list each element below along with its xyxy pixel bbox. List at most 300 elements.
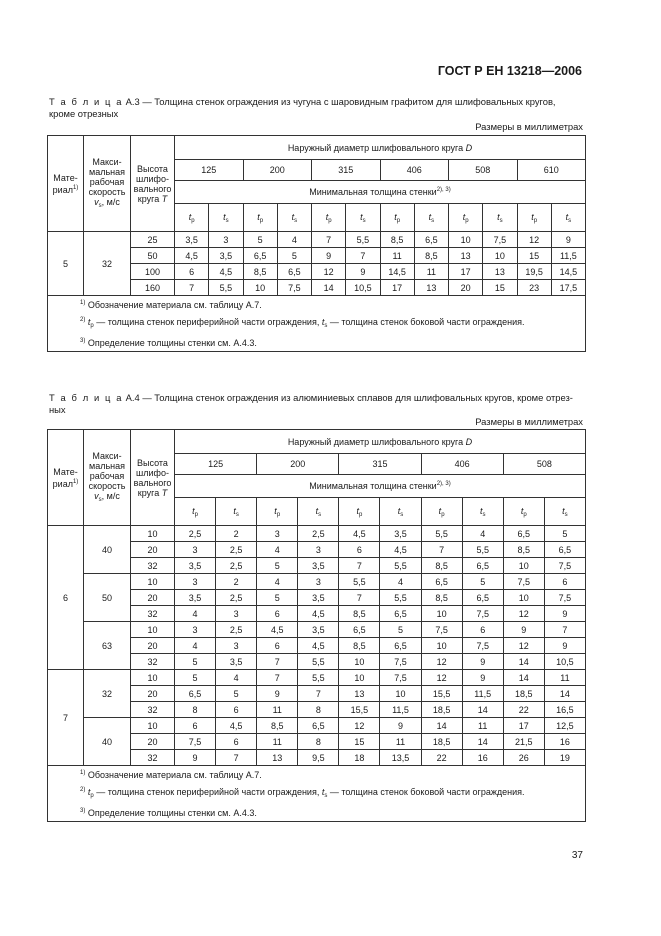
diameter-header: 508 [503, 454, 585, 475]
ts-header [414, 204, 448, 232]
value-cell: 18,5 [421, 734, 462, 750]
table-a3-units: Размеры в миллиметрах [475, 121, 583, 132]
note-2: $^{2)}$ $t_p$ — толщина стенок периферийной части ограждения, $t_s$ — толщина стенок боковой части ограждения. [80, 317, 525, 329]
page-number: 37 [571, 850, 583, 861]
value-cell: 17 [503, 718, 544, 734]
tp-header [380, 204, 414, 232]
symbol-t: t [397, 505, 401, 516]
value-cell: 19 [544, 750, 585, 766]
value-cell: 15 [517, 248, 551, 264]
value-cell: 6,5 [414, 232, 448, 248]
symbol-t: t [438, 505, 442, 516]
value-cell: 8,5 [380, 232, 414, 248]
value-cell: 9 [380, 718, 421, 734]
speed-cell: 40 [84, 718, 131, 766]
value-cell: 8,5 [414, 248, 448, 264]
height-cell: 25 [131, 232, 175, 248]
symbol-subscript: s [564, 511, 568, 518]
symbol-subscript: p [276, 511, 281, 518]
value-cell: 2,5 [298, 526, 339, 542]
value-cell: 6,5 [243, 248, 277, 264]
table-a3-notes [48, 296, 586, 352]
value-cell: 8,5 [503, 542, 544, 558]
value-cell: 6,5 [462, 590, 503, 606]
value-cell: 9 [175, 750, 216, 766]
ts-header [216, 498, 257, 526]
value-cell: 10 [503, 558, 544, 574]
value-cell: 5,5 [462, 542, 503, 558]
tp-header [339, 498, 380, 526]
value-cell: 7,5 [380, 670, 421, 686]
ts-header [462, 498, 503, 526]
value-cell: 6,5 [544, 542, 585, 558]
value-cell: 13 [257, 750, 298, 766]
value-cell: 5 [257, 590, 298, 606]
value-cell: 7 [421, 542, 462, 558]
table-a4-units: Размеры в миллиметрах [475, 416, 583, 427]
material-cell: 7 [48, 670, 84, 766]
table-a4-caption [49, 392, 584, 416]
value-cell: 23 [517, 280, 551, 296]
value-cell: 7 [346, 248, 380, 264]
ts-header [551, 204, 585, 232]
value-cell: 7 [257, 654, 298, 670]
value-cell: 15 [483, 280, 517, 296]
table-label: Т а б л и ц а [49, 392, 124, 403]
symbol-subscript: s [482, 511, 486, 518]
value-cell: 2 [216, 526, 257, 542]
value-cell: 14 [421, 718, 462, 734]
value-cell: 9 [503, 622, 544, 638]
diameter-header: 406 [421, 454, 503, 475]
value-cell: 7,5 [483, 232, 517, 248]
height-cell: 32 [131, 654, 175, 670]
value-cell: 9 [462, 654, 503, 670]
material-cell: 6 [48, 526, 84, 670]
tp-header [449, 204, 483, 232]
table-title: — Толщина стенок ограждения из чугуна с шаровидным графитом для шлифовальных кругов, кроме отрезных [49, 96, 556, 119]
document-header: ГОСТ Р ЕН 13218—2006 [437, 64, 582, 78]
value-cell: 8,5 [243, 264, 277, 280]
note-1: $^{1)}$ Обозначение материала см. таблицу А.7. [80, 300, 262, 310]
value-cell: 6 [175, 264, 209, 280]
value-cell: 3,5 [175, 590, 216, 606]
symbol-subscript: p [259, 217, 264, 224]
value-cell: 2,5 [216, 542, 257, 558]
value-cell: 11 [257, 702, 298, 718]
symbol-subscript: s [225, 217, 229, 224]
value-cell: 17 [380, 280, 414, 296]
symbol-subscript: s [318, 511, 322, 518]
ts-header [483, 204, 517, 232]
value-cell: 6 [462, 622, 503, 638]
value-cell: 5 [257, 558, 298, 574]
symbol-t: t [315, 505, 319, 516]
value-cell: 16 [462, 750, 503, 766]
value-cell: 18 [339, 750, 380, 766]
value-cell: 7 [339, 558, 380, 574]
value-cell: 9 [346, 264, 380, 280]
symbol-subscript: p [191, 217, 195, 224]
value-cell: 12 [421, 654, 462, 670]
value-cell: 12 [503, 606, 544, 622]
symbol-t: t [565, 211, 569, 222]
value-cell: 7,5 [380, 654, 421, 670]
value-cell: 4,5 [216, 718, 257, 734]
note-3: $^{3)}$ Определение толщины стенки см. А.4.3. [80, 808, 257, 818]
tp-header [175, 498, 216, 526]
diameter-header: 610 [517, 160, 586, 181]
ts-header [544, 498, 585, 526]
value-cell: 6,5 [503, 526, 544, 542]
symbol-subscript: p [533, 217, 538, 224]
symbol-t: t [428, 211, 432, 222]
symbol-t: t [257, 211, 260, 222]
value-cell: 14,5 [380, 264, 414, 280]
col-material-header: Мате-риал$^{1)}$ [48, 430, 84, 526]
value-cell: 3 [175, 574, 216, 590]
value-cell: 3 [216, 606, 257, 622]
symbol-t: t [291, 211, 295, 222]
symbol-t: t [223, 211, 226, 222]
value-cell: 5 [544, 526, 585, 542]
value-cell: 7 [175, 280, 209, 296]
diameter-header: 315 [312, 160, 381, 181]
table-row [48, 232, 586, 248]
value-cell: 8 [298, 734, 339, 750]
diameter-header: 200 [243, 160, 312, 181]
value-cell: 7,5 [175, 734, 216, 750]
height-cell: 10 [131, 526, 175, 542]
value-cell: 8 [175, 702, 216, 718]
value-cell: 7 [312, 232, 346, 248]
diameter-header: 315 [339, 454, 421, 475]
tp-header [503, 498, 544, 526]
value-cell: 4 [175, 606, 216, 622]
value-cell: 7,5 [462, 606, 503, 622]
value-cell: 10 [339, 670, 380, 686]
value-cell: 16,5 [544, 702, 585, 718]
symbol-t: t [520, 505, 524, 516]
symbol-subscript: s [568, 217, 572, 224]
value-cell: 8 [298, 702, 339, 718]
value-cell: 13 [449, 248, 483, 264]
height-cell: 50 [131, 248, 175, 264]
value-cell: 3 [257, 526, 298, 542]
value-cell: 6 [257, 638, 298, 654]
value-cell: 5 [175, 670, 216, 686]
value-cell: 4,5 [339, 526, 380, 542]
value-cell: 7,5 [503, 574, 544, 590]
value-cell: 13 [414, 280, 448, 296]
value-cell: 4,5 [175, 248, 209, 264]
value-cell: 3 [298, 574, 339, 590]
value-cell: 6 [216, 734, 257, 750]
symbol-t: t [497, 211, 500, 222]
value-cell: 14,5 [551, 264, 585, 280]
value-cell: 3,5 [216, 654, 257, 670]
value-cell: 4,5 [257, 622, 298, 638]
speed-cell: 32 [84, 232, 131, 296]
value-cell: 20 [449, 280, 483, 296]
symbol-t: t [479, 505, 483, 516]
value-cell: 3,5 [209, 248, 243, 264]
value-cell: 9 [544, 606, 585, 622]
value-cell: 9 [544, 638, 585, 654]
value-cell: 14 [503, 654, 544, 670]
material-cell: 5 [48, 232, 84, 296]
ts-header [298, 498, 339, 526]
symbol-subscript: s [499, 217, 503, 224]
note-3: $^{3)}$ Определение толщины стенки см. А.4.3. [80, 338, 257, 348]
symbol-t: t [233, 505, 236, 516]
value-cell: 5 [277, 248, 311, 264]
symbol-subscript: s [294, 217, 298, 224]
value-cell: 3,5 [298, 622, 339, 638]
value-cell: 7 [257, 670, 298, 686]
value-cell: 7 [544, 622, 585, 638]
value-cell: 21,5 [503, 734, 544, 750]
value-cell: 5 [380, 622, 421, 638]
symbol-subscript: s [431, 217, 435, 224]
symbol-subscript: s [235, 511, 239, 518]
col-height-header: Высота шлифо-вального круга T [131, 136, 175, 232]
table-row [48, 526, 586, 542]
value-cell: 4,5 [298, 606, 339, 622]
tp-header [421, 498, 462, 526]
value-cell: 17 [449, 264, 483, 280]
tp-header [243, 204, 277, 232]
value-cell: 6 [339, 542, 380, 558]
value-cell: 10,5 [346, 280, 380, 296]
height-cell: 100 [131, 264, 175, 280]
value-cell: 12 [339, 718, 380, 734]
value-cell: 18,5 [503, 686, 544, 702]
value-cell: 9 [551, 232, 585, 248]
value-cell: 3,5 [298, 558, 339, 574]
value-cell: 22 [503, 702, 544, 718]
symbol-t: t [192, 505, 195, 516]
value-cell: 6,5 [277, 264, 311, 280]
value-cell: 8,5 [339, 606, 380, 622]
speed-cell: 63 [84, 622, 131, 670]
value-cell: 13,5 [380, 750, 421, 766]
value-cell: 7 [298, 686, 339, 702]
symbol-subscript: p [523, 511, 527, 518]
symbol-t: t [188, 211, 192, 222]
value-cell: 15,5 [339, 702, 380, 718]
value-cell: 6 [257, 606, 298, 622]
value-cell: 6,5 [339, 622, 380, 638]
value-cell: 2,5 [216, 622, 257, 638]
col-speed-header: Макси-мальная рабочая скорость $v_s$, м/с [84, 430, 131, 526]
value-cell: 5,5 [380, 590, 421, 606]
value-cell: 6 [216, 702, 257, 718]
value-cell: 5 [175, 654, 216, 670]
outer-diameter-header: Наружный диаметр шлифовального круга D [175, 430, 586, 454]
table-row [48, 574, 586, 590]
symbol-subscript: p [194, 511, 198, 518]
diameter-header: 125 [175, 454, 257, 475]
value-cell: 9,5 [298, 750, 339, 766]
symbol-subscript: s [400, 511, 404, 518]
value-cell: 19,5 [517, 264, 551, 280]
symbol-t: t [562, 505, 565, 516]
col-material-header: Мате-риал$^{1)}$ [48, 136, 84, 232]
value-cell: 5,5 [209, 280, 243, 296]
value-cell: 10 [380, 686, 421, 702]
value-cell: 7,5 [462, 638, 503, 654]
value-cell: 5 [243, 232, 277, 248]
value-cell: 4 [216, 670, 257, 686]
value-cell: 11 [380, 248, 414, 264]
value-cell: 14 [312, 280, 346, 296]
table-number: А.3 [125, 96, 140, 107]
ts-header [380, 498, 421, 526]
value-cell: 7,5 [277, 280, 311, 296]
value-cell: 5,5 [298, 654, 339, 670]
value-cell: 6,5 [298, 718, 339, 734]
value-cell: 7 [339, 590, 380, 606]
value-cell: 8,5 [421, 558, 462, 574]
value-cell: 2,5 [216, 590, 257, 606]
col-speed-header: Макси-мальная рабочая скорость $v_s$, м/с [84, 136, 131, 232]
table-number: А.4 [125, 392, 140, 403]
symbol-t: t [274, 505, 277, 516]
height-cell: 32 [131, 558, 175, 574]
value-cell: 26 [503, 750, 544, 766]
value-cell: 4 [380, 574, 421, 590]
value-cell: 10 [421, 638, 462, 654]
ts-header [277, 204, 311, 232]
height-cell: 20 [131, 542, 175, 558]
value-cell: 3 [298, 542, 339, 558]
value-cell: 12 [503, 638, 544, 654]
value-cell: 6 [175, 718, 216, 734]
table-a3-caption [49, 96, 584, 120]
height-cell: 10 [131, 574, 175, 590]
value-cell: 5,5 [339, 574, 380, 590]
value-cell: 4 [462, 526, 503, 542]
value-cell: 8,5 [421, 590, 462, 606]
value-cell: 14 [503, 670, 544, 686]
value-cell: 12,5 [544, 718, 585, 734]
value-cell: 3 [175, 622, 216, 638]
value-cell: 6,5 [380, 638, 421, 654]
table-row [48, 670, 586, 686]
value-cell: 10 [339, 654, 380, 670]
note-1: $^{1)}$ Обозначение материала см. таблицу А.7. [80, 770, 262, 780]
value-cell: 7,5 [544, 558, 585, 574]
note-2: $^{2)}$ $t_p$ — толщина стенок периферийной части ограждения, $t_s$ — толщина стенок боковой части ограждения. [80, 787, 525, 799]
symbol-subscript: p [328, 217, 332, 224]
symbol-subscript: p [396, 217, 401, 224]
value-cell: 11,5 [380, 702, 421, 718]
value-cell: 6,5 [380, 606, 421, 622]
value-cell: 4,5 [380, 542, 421, 558]
value-cell: 10,5 [544, 654, 585, 670]
height-cell: 160 [131, 280, 175, 296]
ts-header [209, 204, 243, 232]
value-cell: 4 [175, 638, 216, 654]
value-cell: 4,5 [209, 264, 243, 280]
value-cell: 11,5 [462, 686, 503, 702]
table-label: Т а б л и ц а [49, 96, 124, 107]
symbol-t: t [360, 211, 363, 222]
value-cell: 3 [175, 542, 216, 558]
min-thickness-header: Минимальная толщина стенки$^{2), 3)}$ [175, 181, 586, 204]
table-row [48, 718, 586, 734]
value-cell: 10 [503, 590, 544, 606]
diameter-header: 200 [257, 454, 339, 475]
height-cell: 10 [131, 622, 175, 638]
value-cell: 13 [339, 686, 380, 702]
symbol-t: t [325, 211, 329, 222]
diameter-header: 508 [449, 160, 518, 181]
height-cell: 20 [131, 686, 175, 702]
value-cell: 7 [216, 750, 257, 766]
height-cell: 32 [131, 750, 175, 766]
value-cell: 14 [462, 702, 503, 718]
value-cell: 17,5 [551, 280, 585, 296]
symbol-subscript: p [441, 511, 445, 518]
tp-header [257, 498, 298, 526]
value-cell: 5,5 [380, 558, 421, 574]
height-cell: 10 [131, 670, 175, 686]
value-cell: 11 [257, 734, 298, 750]
height-cell: 20 [131, 590, 175, 606]
value-cell: 11 [462, 718, 503, 734]
speed-cell: 50 [84, 574, 131, 622]
value-cell: 11 [380, 734, 421, 750]
value-cell: 12 [421, 670, 462, 686]
value-cell: 10 [483, 248, 517, 264]
diameter-header: 406 [380, 160, 449, 181]
value-cell: 4,5 [298, 638, 339, 654]
col-height-header: Высота шлифо-вального круга T [131, 430, 175, 526]
value-cell: 12 [517, 232, 551, 248]
value-cell: 10 [243, 280, 277, 296]
symbol-t: t [531, 211, 534, 222]
ts-header [346, 204, 380, 232]
value-cell: 4 [257, 542, 298, 558]
value-cell: 18,5 [421, 702, 462, 718]
table-a3 [47, 135, 586, 352]
value-cell: 9 [257, 686, 298, 702]
table-a4 [47, 429, 586, 822]
value-cell: 3,5 [175, 232, 209, 248]
height-cell: 32 [131, 606, 175, 622]
value-cell: 15 [339, 734, 380, 750]
value-cell: 16 [544, 734, 585, 750]
value-cell: 2,5 [175, 526, 216, 542]
value-cell: 22 [421, 750, 462, 766]
value-cell: 13 [483, 264, 517, 280]
value-cell: 3,5 [380, 526, 421, 542]
value-cell: 3,5 [175, 558, 216, 574]
value-cell: 4 [277, 232, 311, 248]
outer-diameter-header: Наружный диаметр шлифовального круга D [175, 136, 586, 160]
value-cell: 11,5 [551, 248, 585, 264]
height-cell: 20 [131, 734, 175, 750]
height-cell: 20 [131, 638, 175, 654]
tp-header [517, 204, 551, 232]
value-cell: 12 [312, 264, 346, 280]
value-cell: 6 [544, 574, 585, 590]
value-cell: 10 [449, 232, 483, 248]
tp-header [312, 204, 346, 232]
value-cell: 2,5 [216, 558, 257, 574]
